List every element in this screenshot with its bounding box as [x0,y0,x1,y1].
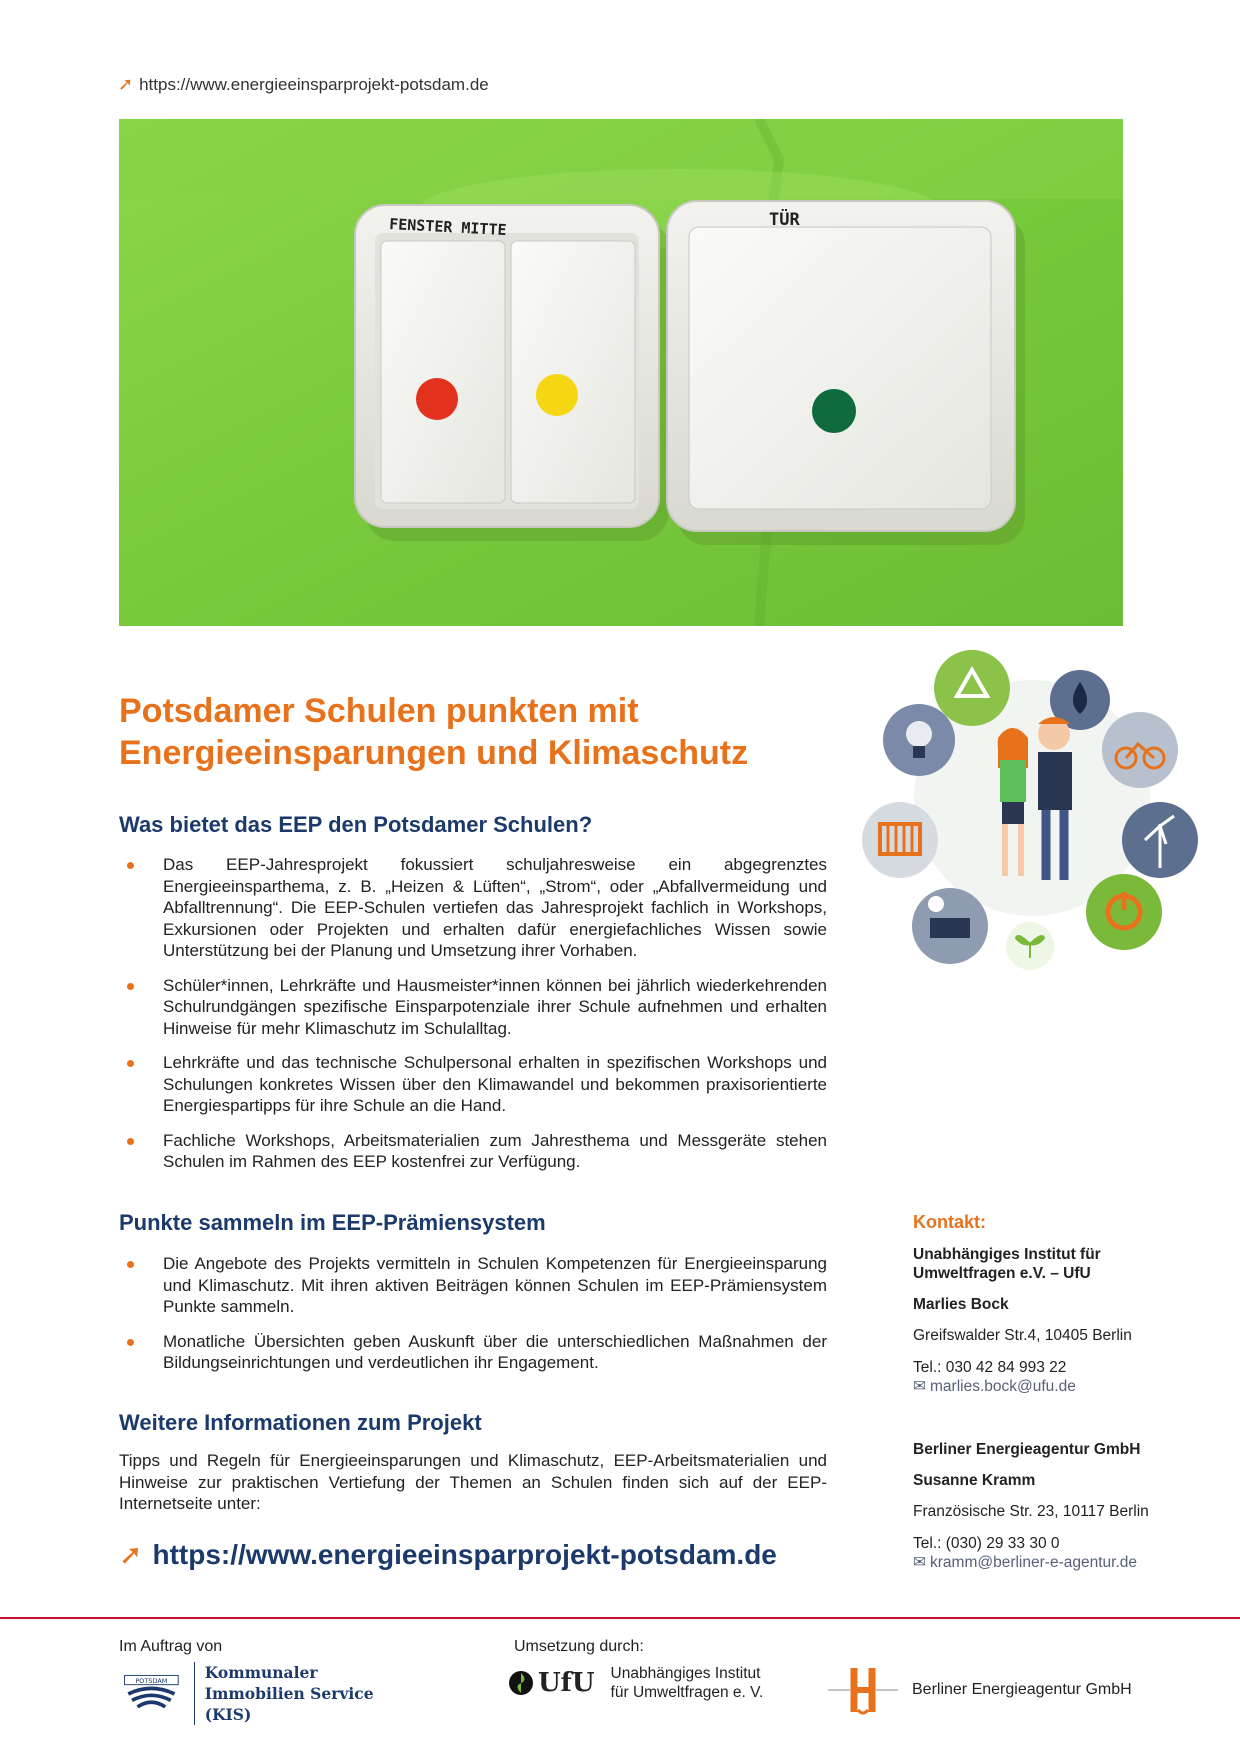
section-heading-info: Weitere Informationen zum Projekt [119,1410,482,1435]
ufu-emblem-icon [508,1670,534,1696]
svg-text:POTSDAM: POTSDAM [135,1676,168,1685]
footer-divider [0,1617,1240,1619]
info-paragraph: Tipps und Regeln für Energieeinsparungen und Klimaschutz, EEP-Arbeitsmaterialien und Hinweise zur praktischen Vertiefung der Themen an Schulen finden sich auf der EEP-Internetseite unter: [119,1451,827,1513]
bullet-icon [127,1138,134,1145]
radiator-icon [862,802,938,878]
bea-name: Berliner Energieagentur GmbH [912,1681,1132,1698]
bullet-icon [127,1060,134,1067]
contact-phone-2: Tel.: (030) 29 33 30 0 [913,1535,1060,1552]
recycling-icon [934,650,1010,726]
list-item: Schüler*innen, Lehrkräfte und Hausmeister*innen können bei jährlich wiederkehrenden Schulrundgängen spezifische Einsparpotenziale ihrer Schule aufnehmen und erhalten Hinweise für mehr Klimaschutz im Schulalltag. [119,975,827,1040]
page-title [119,690,839,774]
envelope-icon: ✉ [913,1378,926,1395]
top-link[interactable] [118,74,489,95]
project-website-link-text: https://www.energieeinsparprojekt-potsdam.de [152,1538,777,1570]
contact-address-1: Greifswalder Str.4, 10405 Berlin [913,1327,1132,1344]
top-link-text: https://www.energieeinsparprojekt-potsdam.de [139,74,489,94]
envelope-icon: ✉ [913,1554,926,1571]
contact-org-bea: Berliner Energieagentur GmbH [913,1441,1141,1458]
contact-person-2: Susanne Kramm [913,1472,1036,1489]
title-line-1: Potsdamer Schulen punkten mit [119,692,639,730]
bicycle-icon [1102,712,1178,788]
contact-org-ufu: Unabhängiges Institut für Umweltfragen e.V. – UfU [913,1246,1101,1282]
kis-logo [119,1664,409,1722]
commissioned-by-label: Im Auftrag von [119,1638,223,1655]
contact-person-1: Marlies Bock [913,1296,1009,1313]
bullet-icon [127,1261,134,1268]
hero-photo [119,119,1123,626]
kis-name: Kommunaler Immobilien Service (KIS) [194,1662,409,1725]
ufu-name: Unabhängiges Institut für Umweltfragen e. V. [610,1665,764,1701]
light-bulb-icon [883,704,955,776]
potsdam-emblem-icon [119,1668,184,1718]
list-item: Das EEP-Jahresprojekt fokussiert schuljahresweise ein abgegrenztes Energieeinsparthema, z. B. „Heizen & Lüften“, „Strom“, oder „Abfallvermeidung und Abfalltrennung“. Die EEP-Schulen vertiefen das Jahresprojekt fachlich in Workshops, Exkursionen oder Projekten und erhalten dafür energiefachliches Wissen sowie Unterstützung bei der Planung und Umsetzung ihrer Vorhaben. [119,854,827,962]
contact-email-2[interactable]: ✉ kramm@berliner-e-agentur.de [913,1554,1137,1571]
contact-box [913,1212,1173,1572]
arrow-icon: ➚ [119,1539,143,1570]
section-heading-offers: Was bietet das EEP den Potsdamer Schulen? [119,812,593,837]
list-item: Die Angebote des Projekts vermitteln in Schulen Kompetenzen für Energieeinsparung und Klimaschutz. Mit ihren aktiven Beiträgen können Schulen im EEP-Prämiensystem Punkte sammeln. [119,1253,827,1318]
ufu-wordmark: UfU [538,1668,595,1698]
section-heading-bonus: Punkte sammeln im EEP-Prämiensystem [119,1210,546,1235]
list-item: Monatliche Übersichten geben Auskunft über die unterschiedlichen Maßnahmen der Bildungseinrichtungen und verdeutlichen ihr Engagement. [119,1331,827,1374]
svg-text:TÜR: TÜR [769,210,800,230]
contact-heading: Kontakt: [913,1212,986,1232]
power-button-icon [1086,874,1162,950]
implemented-by-label: Umsetzung durch: [514,1638,644,1655]
offers-list [119,854,827,1186]
bea-emblem-icon [828,1664,898,1716]
arrow-icon: ➚ [118,74,134,94]
bea-logo [828,1664,1132,1716]
contact-phone-1: Tel.: 030 42 84 993 22 [913,1359,1067,1376]
energy-topics-illustration [862,648,1202,970]
svg-text:FENSTER MITTE: FENSTER MITTE [388,215,507,240]
contact-email-1[interactable]: ✉ marlies.bock@ufu.de [913,1378,1076,1395]
bonus-list [119,1253,827,1387]
solar-panel-icon [912,888,988,964]
title-line-2: Energieeinsparungen und Klimaschutz [119,734,749,772]
ufu-logo [508,1664,763,1702]
wind-turbine-icon [1122,802,1198,878]
bullet-icon [127,983,134,990]
contact-address-2: Französische Str. 23, 10117 Berlin [913,1503,1149,1520]
bullet-icon [127,1339,134,1346]
seedling-icon [1006,922,1054,970]
list-item: Fachliche Workshops, Arbeitsmaterialien zum Jahresthema und Messgeräte stehen Schulen im Rahmen des EEP kostenfrei zur Verfügung. [119,1130,827,1173]
light-switch-photo [119,119,1123,626]
bullet-icon [127,862,134,869]
list-item: Lehrkräfte und das technische Schulpersonal erhalten in spezifischen Workshops und Schulungen konkretes Wissen über den Klimawandel und bekommen praxisorientierte Energiespartipps für ihre Schule an die Hand. [119,1052,827,1117]
project-website-link[interactable] [119,1538,777,1571]
